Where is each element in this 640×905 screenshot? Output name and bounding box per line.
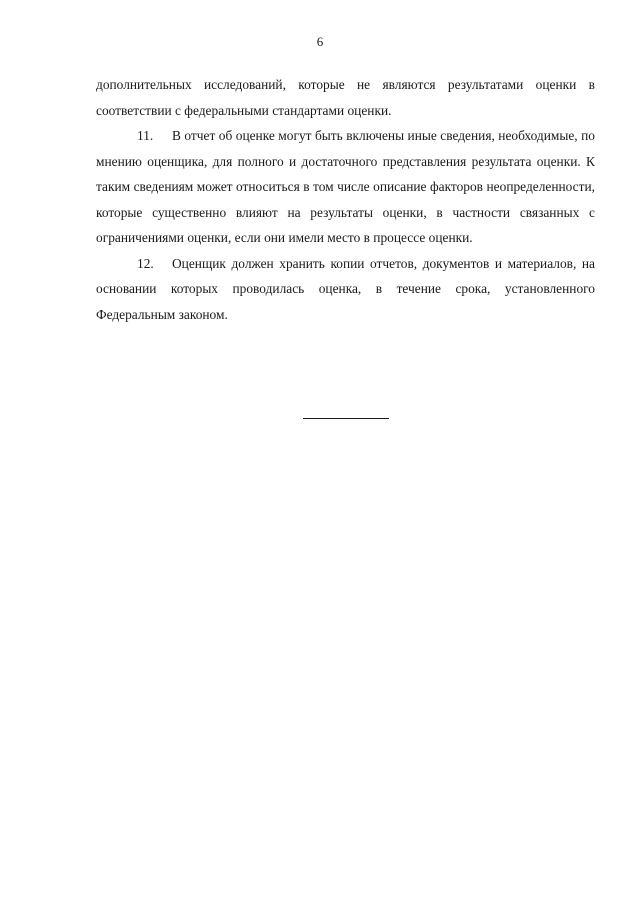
paragraph-continuation: дополнительных исследований, которые не являются результатами оценки в соответствии с федеральными стандартами оценки. bbox=[96, 77, 595, 118]
paragraph-12-number: 12. bbox=[137, 255, 154, 271]
end-separator-line bbox=[303, 418, 389, 419]
paragraph-11-text: В отчет об оценке могут быть включены иные сведения, необходимые, по мнению оценщика, для полного и достаточного представления результата оценки. К таким сведениям может относиться в том числе описание факторов неопределенности, которые существенно влияют на результаты оценки, в частности связанных с ограничениями оценки, если они имели место в процессе оценки. bbox=[96, 128, 595, 245]
paragraph-11 bbox=[96, 123, 595, 251]
paragraph-11-number: 11. bbox=[137, 128, 154, 143]
paragraph-12-text: Оценщик должен хранить копии отчетов, документов и материалов, на основании которых проводилась оценка, в течение срока, установленного Федеральным законом. bbox=[96, 255, 595, 322]
document-body bbox=[96, 72, 595, 327]
paragraph-12 bbox=[96, 251, 595, 328]
page-number: 6 bbox=[316, 34, 324, 49]
